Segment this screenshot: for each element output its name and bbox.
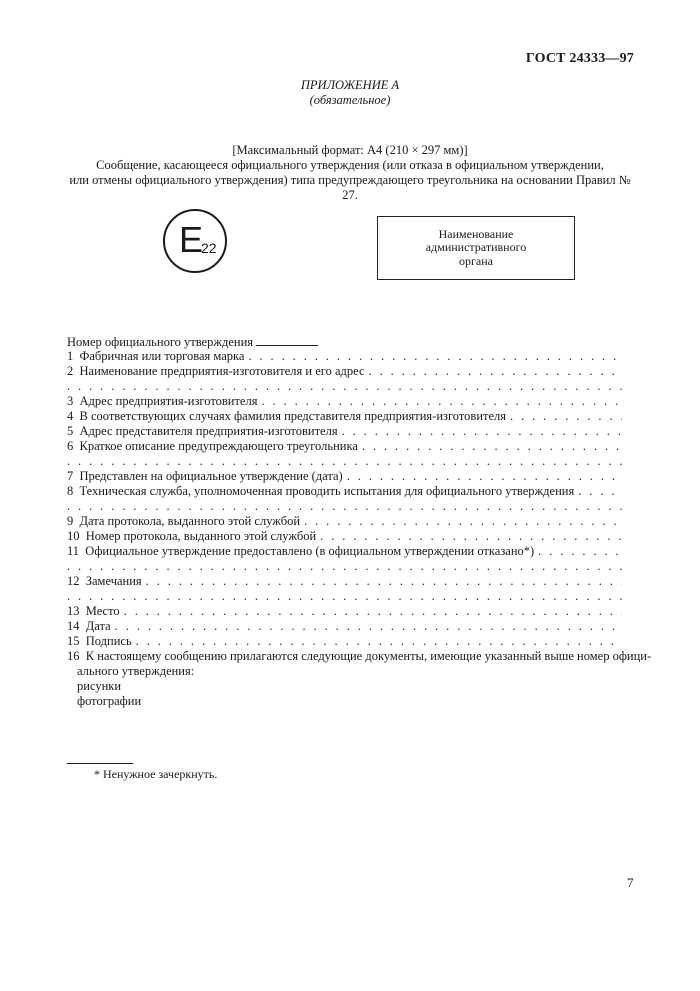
form-item bbox=[67, 514, 622, 529]
approval-number-label: Номер официального утверждения bbox=[67, 335, 254, 349]
form-item bbox=[67, 469, 622, 484]
approval-number-row bbox=[67, 334, 622, 349]
item-label: Официальное утверждение предоставлено (в официальном утверждении отказано*) bbox=[85, 544, 535, 558]
form-item bbox=[67, 604, 622, 619]
item-label: Техническая служба, уполномоченная проводить испытания для официального утверждения bbox=[79, 484, 575, 498]
item-number: 4 bbox=[67, 409, 74, 423]
item-number: 8 bbox=[67, 484, 74, 498]
item-number: 12 bbox=[67, 574, 80, 588]
item-number: 16 bbox=[67, 649, 80, 663]
item-label: В соответствующих случаях фамилия представителя предприятия-изготовителя bbox=[79, 409, 507, 423]
continuation-line[interactable] bbox=[67, 589, 622, 604]
approval-mark-letter: E bbox=[179, 219, 204, 260]
item-label: Адрес предприятия-изготовителя bbox=[79, 394, 258, 408]
form-item bbox=[67, 424, 622, 439]
form-item bbox=[67, 484, 622, 499]
item-label: К настоящему сообщению прилагаются следующие документы, имеющие указанный выше номер офици- bbox=[85, 649, 652, 663]
fill-line[interactable] bbox=[146, 574, 622, 589]
form-item bbox=[67, 409, 622, 424]
item-label: Адрес представителя предприятия-изготовителя bbox=[79, 424, 338, 438]
form-item bbox=[67, 529, 622, 544]
fill-line[interactable] bbox=[362, 439, 622, 454]
fill-line[interactable] bbox=[136, 634, 622, 649]
item-label: Номер протокола, выданного этой службой bbox=[85, 529, 317, 543]
appendix-title: ПРИЛОЖЕНИЕ А bbox=[300, 78, 400, 92]
item-number: 7 bbox=[67, 469, 74, 483]
form-item bbox=[67, 439, 622, 454]
item-number: 10 bbox=[67, 529, 80, 543]
message-line-2: или отмены официального утверждения) типа предупреждающего треугольника на основании Правил № 27. bbox=[69, 173, 631, 202]
fill-line[interactable] bbox=[320, 529, 622, 544]
footnote: * Ненужное зачеркнуть. bbox=[94, 767, 218, 781]
footnote-divider bbox=[67, 763, 133, 764]
fill-line[interactable] bbox=[369, 364, 622, 379]
fill-line[interactable] bbox=[115, 619, 622, 634]
item-label: Дата протокола, выданного этой службой bbox=[79, 514, 301, 528]
item-number: 11 bbox=[67, 544, 80, 558]
item-number: 5 bbox=[67, 424, 74, 438]
standard-code: ГОСТ 24333—97 bbox=[525, 51, 634, 66]
item-label: Дата bbox=[85, 619, 111, 633]
item-label: Подпись bbox=[85, 634, 132, 648]
continuation-line[interactable] bbox=[67, 379, 622, 394]
approval-mark-number: 22 bbox=[201, 240, 217, 256]
format-note: [Максимальный формат: А4 (210 × 297 мм)] bbox=[232, 143, 468, 157]
fill-line[interactable] bbox=[347, 469, 622, 484]
approval-number-field[interactable] bbox=[256, 334, 318, 346]
form-item bbox=[67, 394, 622, 409]
item-number: 14 bbox=[67, 619, 80, 633]
item-label: Наименование предприятия-изготовителя и его адрес bbox=[79, 364, 365, 378]
message-line-1: Сообщение, касающееся официального утверждения (или отказа в официальном утверждении, bbox=[96, 158, 604, 172]
item-number: 2 bbox=[67, 364, 74, 378]
fill-line[interactable] bbox=[538, 544, 622, 559]
fill-line[interactable] bbox=[578, 484, 622, 499]
authority-box bbox=[377, 216, 575, 280]
fill-line[interactable] bbox=[124, 604, 622, 619]
attachment-photos: фотографии bbox=[77, 694, 142, 708]
form-item bbox=[67, 649, 652, 664]
item-number: 6 bbox=[67, 439, 74, 453]
continuation-line[interactable] bbox=[67, 454, 622, 469]
approval-mark bbox=[163, 209, 227, 273]
item-number: 15 bbox=[67, 634, 80, 648]
fill-line[interactable] bbox=[248, 349, 622, 364]
item-number: 3 bbox=[67, 394, 74, 408]
authority-line-1: Наименование bbox=[438, 226, 514, 241]
form-item bbox=[67, 619, 622, 634]
appendix-status: (обязательное) bbox=[309, 93, 391, 107]
authority-line-3: органа bbox=[459, 253, 493, 268]
fill-line[interactable] bbox=[261, 394, 622, 409]
form-item bbox=[67, 349, 622, 364]
item-number: 13 bbox=[67, 604, 80, 618]
form-item bbox=[67, 574, 622, 589]
fill-line[interactable] bbox=[342, 424, 622, 439]
form-item bbox=[67, 544, 622, 559]
item-label: Замечания bbox=[85, 574, 142, 588]
continuation-line[interactable] bbox=[67, 559, 622, 574]
fill-line[interactable] bbox=[304, 514, 622, 529]
form-item bbox=[67, 364, 622, 379]
appendix-heading bbox=[60, 78, 640, 108]
attachment-drawings: рисунки bbox=[77, 679, 122, 693]
item-label: Краткое описание предупреждающего треугольника bbox=[79, 439, 358, 453]
item-16-continuation: ального утверждения: bbox=[77, 664, 195, 678]
item-number: 1 bbox=[67, 349, 74, 363]
item-label: Фабричная или торговая марка bbox=[79, 349, 245, 363]
authority-line-2: административного bbox=[425, 240, 527, 255]
fill-line[interactable] bbox=[510, 409, 622, 424]
item-label: Место bbox=[85, 604, 120, 618]
item-label: Представлен на официальное утверждение (дата) bbox=[79, 469, 343, 483]
message-heading bbox=[60, 143, 640, 203]
item-number: 9 bbox=[67, 514, 74, 528]
page-number: 7 bbox=[627, 875, 634, 890]
approval-form bbox=[67, 334, 652, 709]
continuation-line[interactable] bbox=[67, 499, 622, 514]
form-item bbox=[67, 634, 622, 649]
